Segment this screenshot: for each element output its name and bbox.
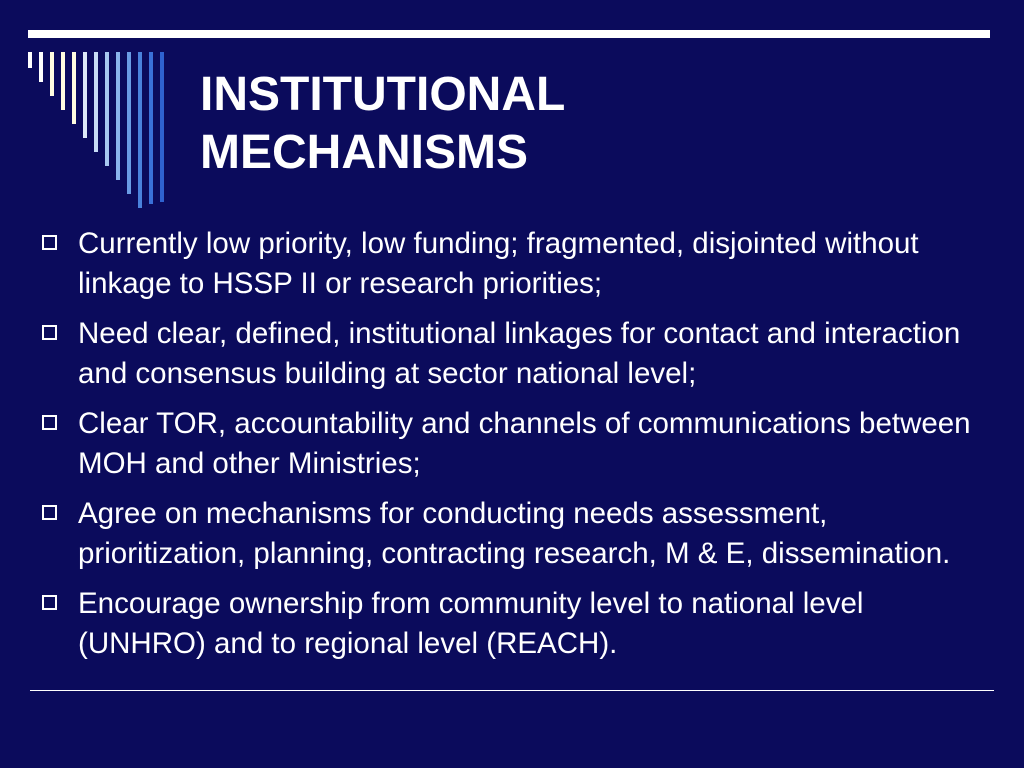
bullet-item — [38, 314, 998, 394]
hollow-square-icon — [42, 595, 57, 610]
hollow-square-icon — [42, 325, 57, 340]
bottom-rule-divider — [30, 690, 994, 691]
bullet-item — [38, 224, 998, 304]
hollow-square-icon — [42, 235, 57, 250]
hollow-square-icon — [42, 505, 57, 520]
bullet-item — [38, 494, 998, 574]
bullet-text: Need clear, defined, institutional linkages for contact and interaction and consensus building at sector national level; — [78, 317, 961, 390]
bullet-item — [38, 404, 998, 484]
slide-title — [200, 66, 980, 182]
vertical-stripes-decoration — [0, 0, 200, 220]
bullet-text: Encourage ownership from community level to national level (UNHRO) and to regional level (REACH). — [78, 587, 864, 660]
bullet-text: Currently low priority, low funding; fragmented, disjointed without linkage to HSSP II or research priorities; — [78, 227, 919, 300]
hollow-square-icon — [42, 415, 57, 430]
slide-title-line-1: INSTITUTIONAL — [200, 68, 566, 121]
slide-title-line-2: MECHANISMS — [200, 126, 529, 179]
bullet-text: Agree on mechanisms for conducting needs assessment, prioritization, planning, contracting research, M & E, dissemination. — [78, 497, 951, 570]
bullet-item — [38, 584, 998, 664]
bullet-text: Clear TOR, accountability and channels of communications between MOH and other Ministries; — [78, 407, 971, 480]
bullet-list — [38, 224, 998, 674]
